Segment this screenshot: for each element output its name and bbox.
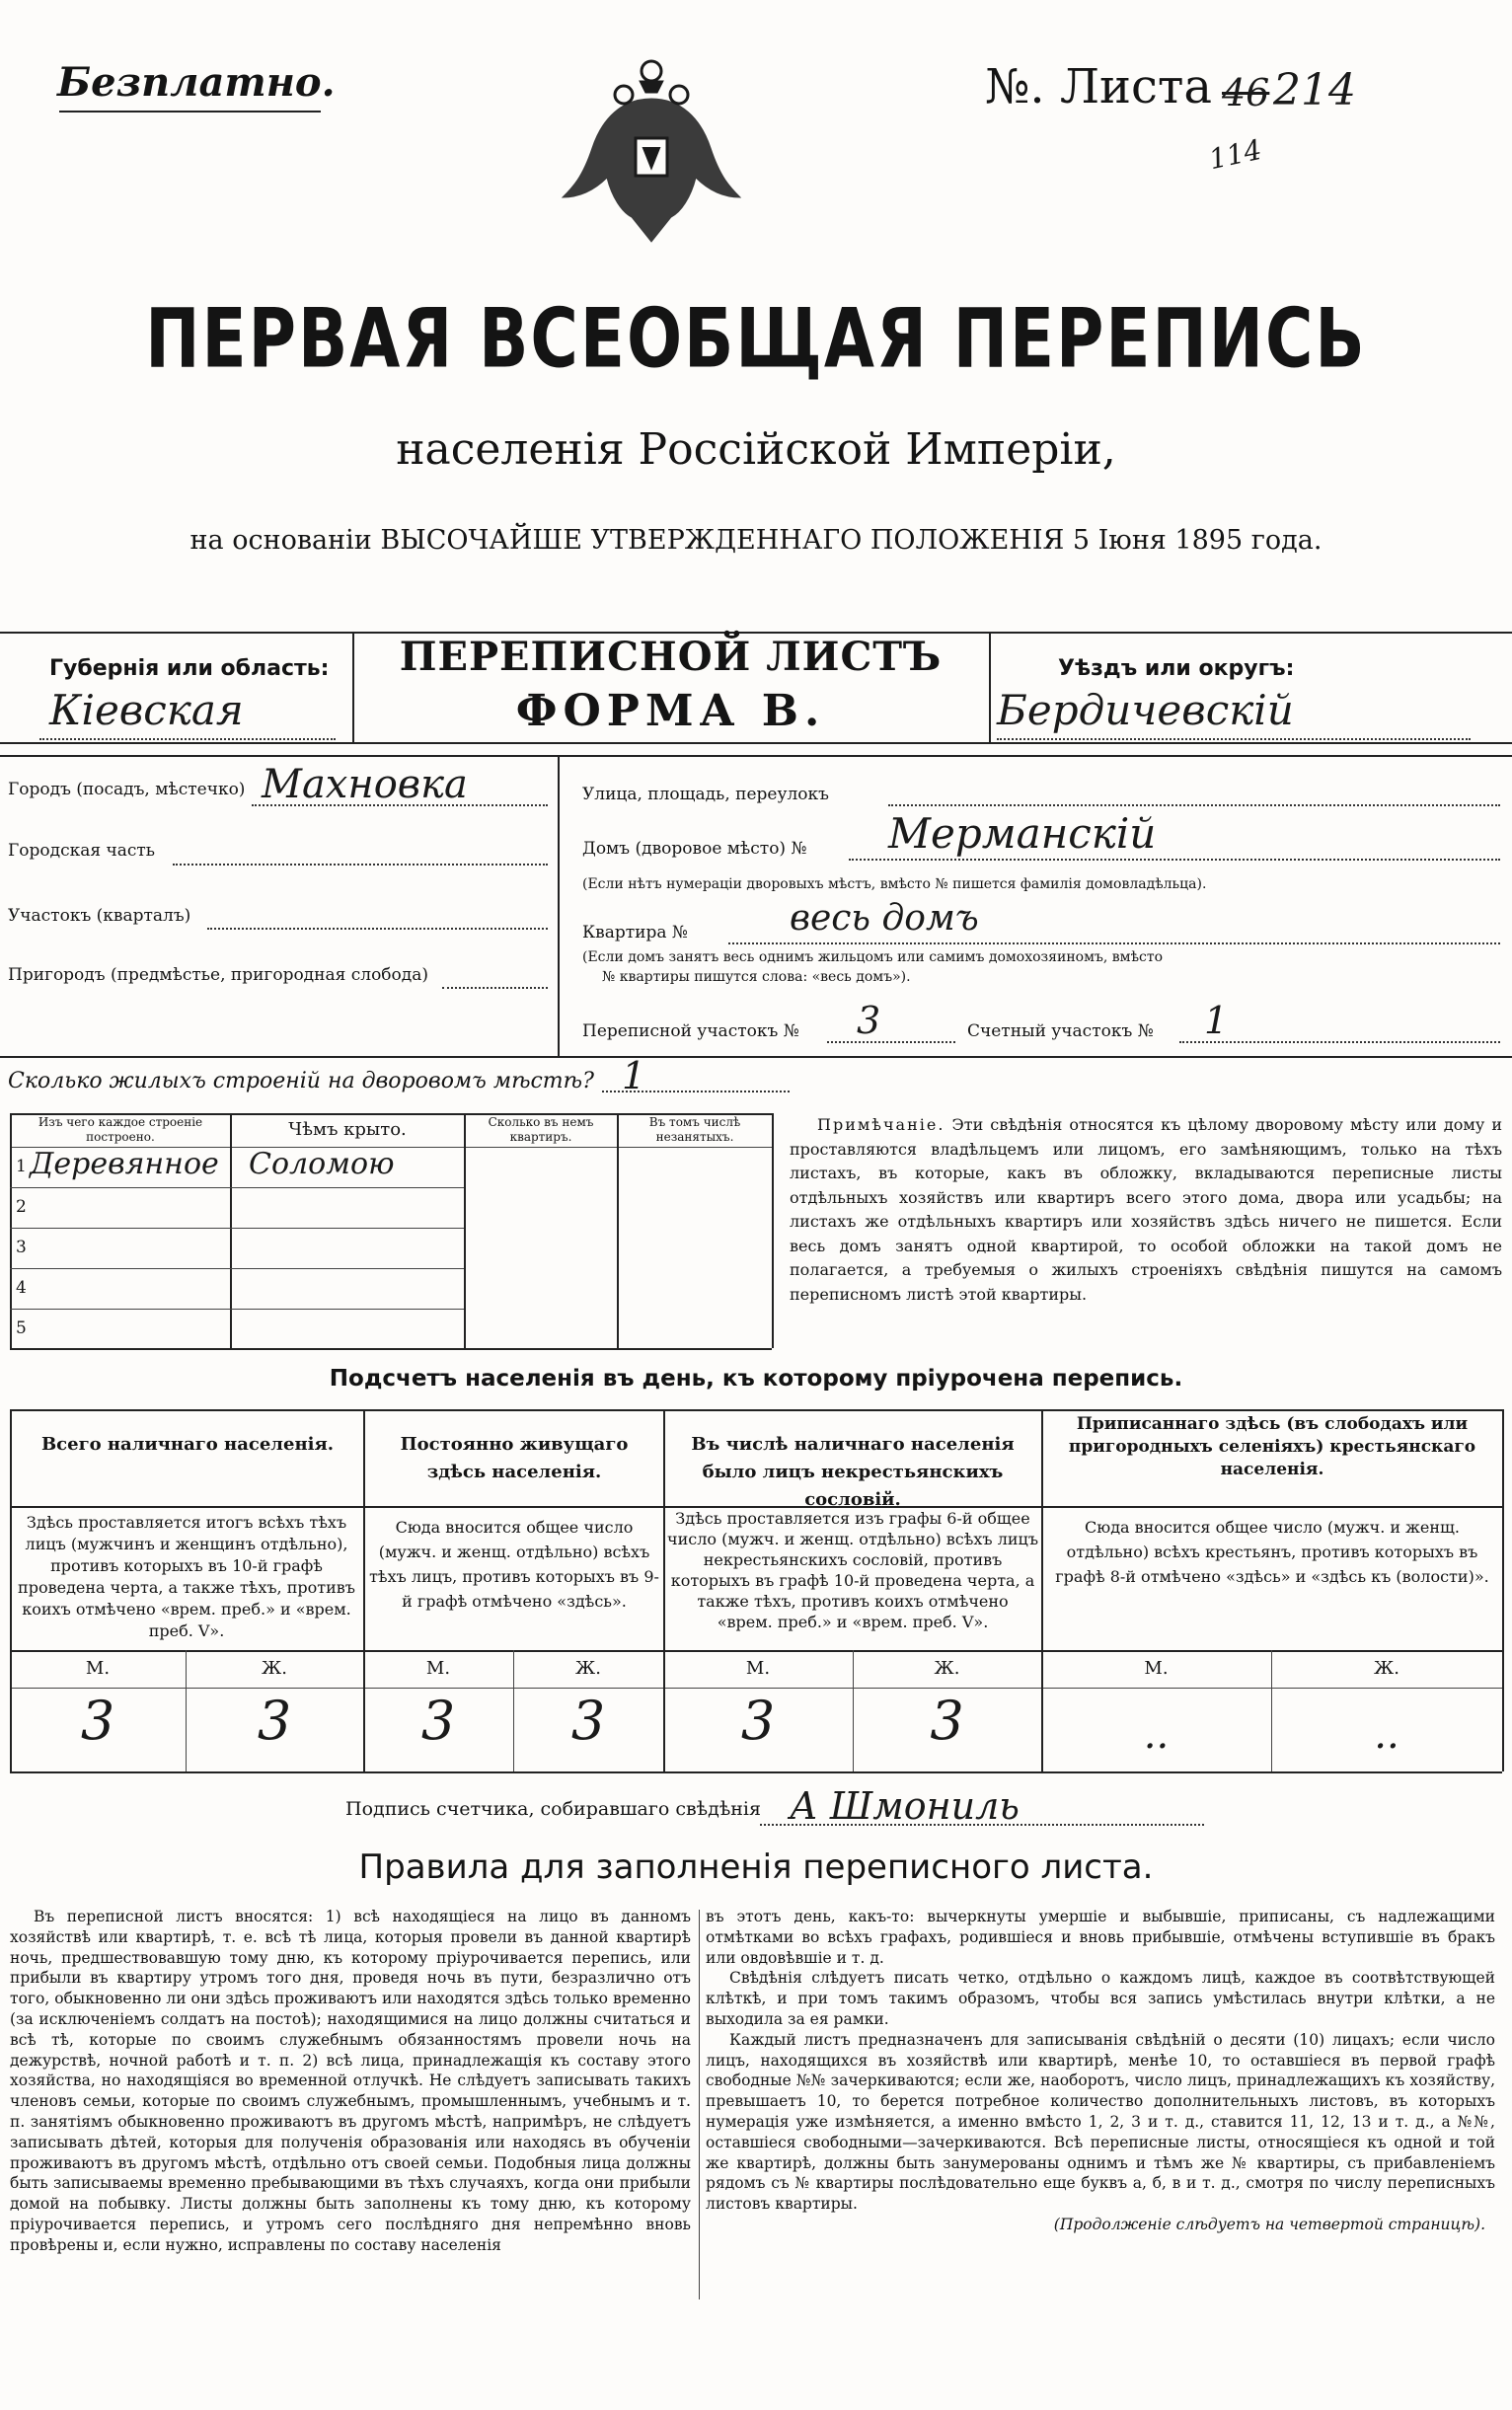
col3-m-label: М. <box>745 1658 771 1679</box>
street-label: Улица, площадь, переулокъ <box>582 785 829 804</box>
buildings-answer: 1 <box>622 1054 646 1097</box>
sheet-number-crossed: 46 <box>1222 71 1270 114</box>
row-1-material: Деревянное <box>30 1147 219 1181</box>
col-roof-header: Чѣмъ крыто. <box>288 1119 407 1140</box>
house-note: (Если нѣтъ нумераціи дворовыхъ мѣстъ, вмѣсто № пишется фамилія домовладѣльца). <box>582 876 1207 892</box>
apartment-note-2: № квартиры пишутся слова: «весь домъ»). <box>602 969 911 985</box>
col2-m-label: М. <box>425 1658 451 1679</box>
value-peasant-m: .. <box>1143 1712 1170 1758</box>
form-name: ФОРМА В. <box>515 686 826 736</box>
house-label: Домъ (дворовое мѣсто) № <box>582 839 807 859</box>
note-title: Примѣчаніе. <box>817 1115 945 1134</box>
rules-right-para-3: Каждый листъ предназначенъ для записыванія свѣдѣній о десяти (10) лицахъ; если число лицъ, находящихся въ хозяйствѣ или квартирѣ, менѣе 10, то оставшіеся въ первой графѣ свободные №№ зачеркиваются; если же, наоборотъ, число лицъ, принадлежащихъ къ хозяйству, превышаетъ 10, то берется потребное количество дополнительныхъ листовъ, въ которыхъ нумерація уже измѣняется, а именно вмѣсто 1, 2, 3 и т. д., ставится 11, 12, 13 и т. д., а №№, оставшіеся свободными—зачеркиваются. Всѣ переписные листы, относящіеся къ одной и той же квартирѣ, должны быть занумерованы однимъ и тѣмъ же № квартиры, съ прибавленіемъ рядомъ съ № квартиры послѣдовательно еще буквъ а, б, в и т. д., смотря по числу переписныхъ листовъ квартиры. <box>706 2030 1495 2214</box>
col3-head: Въ числѣ наличнаго населенія было лицъ некрестьянскихъ сословій. <box>691 1434 1015 1510</box>
col4-body: Сюда вносится общее число (мужч. и женщ. отдѣльно) всѣхъ крестьянъ, противъ которыхъ въ графѣ 8-й отмѣчено «здѣсь» и «здѣсь къ (волости)». <box>1055 1518 1489 1586</box>
signature-value: А Шмониль <box>790 1784 1020 1828</box>
suburb-label: Пригородъ (предмѣстье, пригородная слобода) <box>8 965 429 985</box>
census-area-label: Переписной участокъ № <box>582 1021 799 1041</box>
rules-right-column <box>706 1907 1495 2235</box>
signature-label: Подпись счетчика, собиравшаго свѣдѣнія <box>345 1798 761 1820</box>
city-label: Городъ (посадъ, мѣстечко) <box>8 780 246 799</box>
col1-m-label: М. <box>85 1658 111 1679</box>
col2-head: Постоянно живущаго здѣсь населенія. <box>400 1434 629 1482</box>
sheet-title: ПЕРЕПИСНОЙ ЛИСТЪ <box>399 634 943 680</box>
rules-right-para-1: въ этотъ день, какъ-то: вычеркнуты умершіе и выбывшіе, приписаны, съ надлежащими отмѣтками во всѣхъ графахъ, родившіеся и вновь прибывшіе, отмѣчены вступившіе въ бракъ или овдовѣвшіе и т. д. <box>706 1908 1495 1967</box>
imperial-eagle-icon <box>553 49 750 247</box>
col4-m-label: М. <box>1144 1658 1169 1679</box>
col3-body: Здѣсь проставляется изъ графы 6-й общее число (мужч. и женщ. отдѣльно) всѣхъ лицъ некрестьянскихъ сословій, противъ которыхъ въ графѣ 10-й проведена черта, а также тѣхъ, противъ коихъ отмѣчено «врем. преб.» и «врем. преб. V». <box>667 1509 1038 1631</box>
col2-f-label: Ж. <box>575 1658 601 1679</box>
buildings-note <box>790 1113 1502 1307</box>
col1-body: Здѣсь проставляется итогъ всѣхъ тѣхъ лицъ (мужчинъ и женщинъ отдѣльно), противъ которыхъ въ 10-й графѣ проведена черта, а также тѣхъ, противъ коихъ отмѣчено «врем. преб.» и «врем. преб. V». <box>18 1513 355 1640</box>
row-4-number: 4 <box>16 1278 27 1298</box>
sheet-number-label: №. Листа <box>985 59 1213 114</box>
apartment-note-1: (Если домъ занятъ весь однимъ жильцомъ или самимъ домохозяиномъ, вмѣсто <box>582 949 1164 965</box>
free-label: Безплатно. <box>57 59 336 106</box>
col-material-header: Изъ чего каждое строеніе построено. <box>38 1115 203 1144</box>
value-resident-m: 3 <box>420 1690 456 1752</box>
row-2-number: 2 <box>16 1197 27 1217</box>
margin-note: 114 <box>1206 132 1265 177</box>
value-total-m: 3 <box>80 1690 115 1752</box>
page-title: ПЕРВАЯ ВСЕОБЩАЯ ПЕРЕПИСЬ <box>145 291 1367 387</box>
gubernia-label: Губернія или область: <box>49 656 330 681</box>
col1-f-label: Ж. <box>262 1658 287 1679</box>
row-1-roof: Соломою <box>249 1147 395 1181</box>
rules-title: Правила для заполненія переписного листа. <box>358 1847 1154 1887</box>
col-non-resident-header: Въ томъ числѣ незанятыхъ. <box>648 1115 741 1144</box>
col2-body: Сюда вносится общее число (мужч. и женщ. отдѣльно) всѣхъ тѣхъ лицъ, противъ которыхъ въ 9-й графѣ отмѣчено «здѣсь». <box>369 1518 659 1611</box>
value-resident-f: 3 <box>570 1690 606 1752</box>
apartment-label: Квартира № <box>582 923 688 942</box>
rules-right-para-2: Свѣдѣнія слѣдуетъ писать четко, отдѣльно о каждомъ лицѣ, каждое въ соотвѣтствующей клѣткѣ, и при томъ такимъ образомъ, чтобы вся запись умѣстилась внутри клѣтки, а не выходила за ея рамки. <box>706 1969 1495 2028</box>
value-peasant-f: .. <box>1374 1712 1399 1758</box>
apartment-value: весь домъ <box>790 898 979 939</box>
district-label: Участокъ (кварталъ) <box>8 906 191 926</box>
city-value: Махновка <box>262 762 468 807</box>
census-area-value: 3 <box>857 999 881 1042</box>
row-5-number: 5 <box>16 1318 27 1338</box>
legal-basis: на основаніи ВЫСОЧАЙШЕ УТВЕРЖДЕННАГО ПОЛОЖЕНІЯ 5 Іюня 1895 года. <box>189 525 1323 556</box>
row-3-number: 3 <box>16 1238 27 1257</box>
uezd-value: Бердичевскій <box>997 686 1294 734</box>
house-value: Мерманскій <box>888 809 1157 858</box>
sheet-number-value: 214 <box>1273 65 1356 115</box>
note-text: Эти свѣдѣнія относятся къ цѣлому дворовому мѣсту или дому и проставляются владѣльцемъ или лицомъ, его замѣняющимъ, только на тѣхъ листахъ, въ которые, какъ въ обложку, вкладываются переписные листы отдѣльныхъ хозяйствъ или квартиръ всего этого дома, двора или усадьбы; на листахъ же отдѣльныхъ квартиръ или хозяйствъ здѣсь ничего не пишется. Если весь домъ занятъ одной квартирой, то особой обложки на такой домъ не полагается, а требуемыя о жилыхъ строеніяхъ свѣдѣнія пишутся на самомъ переписномъ листѣ этой квартиры. <box>790 1115 1502 1304</box>
population-title: Подсчетъ населенія въ день, къ которому пріурочена перепись. <box>329 1366 1183 1392</box>
rules-left-column: Въ переписной листъ вносятся: 1) всѣ находящіеся на лицо въ данномъ хозяйствѣ или квартирѣ, т. е. всѣ тѣ лица, которыя провели въ данной квартирѣ ночь, предшествовавшую тому дню, къ которому пріурочивается перепись, или прибыли въ квартиру утромъ того дня, проведя ночь въ пути, безразлично отъ того, обыкновенно ли они здѣсь проживаютъ или находятся здѣсь только временно (за исключеніемъ солдатъ на постоѣ); находящимися на лицо должны считаться и всѣ тѣ, которые по своимъ служебнымъ обязанностямъ провели ночь на дежурствѣ, ночной работѣ и т. п. 2) всѣ лица, принадлежащія къ составу этого хозяйства, но находящіяся во временной отлучкѣ. Не слѣдуетъ записывать такихъ членовъ семьи, которые по своимъ служебнымъ, промышленнымъ, учебнымъ и т. п. занятіямъ обыкновенно проживаютъ въ другомъ мѣстѣ, напримѣръ, не слѣдуетъ записывать дѣтей, которыя для полученія образованія или находясь въ обученіи проживаютъ въ другомъ мѣстѣ, отдѣльно отъ своей семьи. Подобныя лица должны быть записываемы временно пребывающими въ тѣхъ случаяхъ, когда они прибыли домой на побывку. Листы должны быть заполнены къ тому дню, къ которому пріурочивается перепись, и утромъ сего послѣдняго дня непремѣнно вновь провѣрены и, если нужно, исправлены по составу населенія <box>10 1908 691 2254</box>
col-apartments-header: Сколько въ немъ квартиръ. <box>488 1115 594 1144</box>
count-area-label: Счетный участокъ № <box>967 1021 1154 1041</box>
buildings-question: Сколько жилыхъ строеній на дворовомъ мѣстѣ? <box>8 1069 594 1093</box>
col1-head: Всего наличнаго населенія. <box>40 1434 335 1455</box>
row-1-number: 1 <box>16 1157 27 1176</box>
uezd-label: Уѣздъ или округъ: <box>1058 656 1295 681</box>
col3-f-label: Ж. <box>934 1658 960 1679</box>
value-total-f: 3 <box>257 1690 292 1752</box>
value-nonpeasant-f: 3 <box>930 1690 964 1752</box>
col4-head: Приписаннаго здѣсь (въ слободахъ или пригородныхъ селеніяхъ) крестьянскаго населенія. <box>1068 1414 1476 1479</box>
value-nonpeasant-m: 3 <box>740 1690 776 1752</box>
col4-f-label: Ж. <box>1374 1658 1399 1679</box>
page-subtitle: населенія Россійской Имперіи, <box>396 424 1116 475</box>
city-part-label: Городская часть <box>8 841 156 861</box>
gubernia-value: Кіевская <box>49 686 244 734</box>
count-area-value: 1 <box>1204 999 1229 1042</box>
rules-continued: (Продолженіе слѣдуетъ на четвертой страницѣ). <box>1053 2215 1485 2233</box>
